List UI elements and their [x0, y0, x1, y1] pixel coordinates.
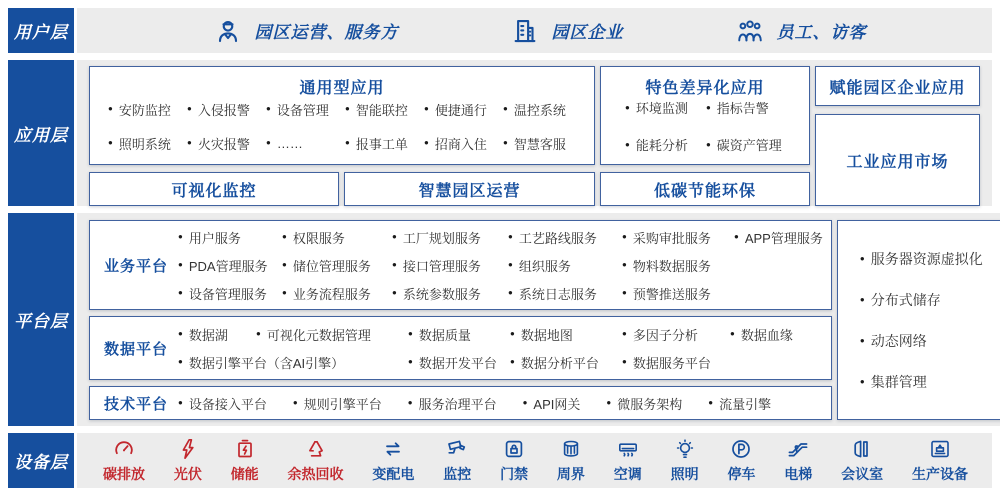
bullet-item: ● 集群管理 [860, 372, 1000, 392]
bullet-item: ● 温控系统 [503, 100, 582, 119]
device-label: 周界 [556, 466, 585, 482]
device-item [841, 437, 883, 484]
device-label: 生产设备 [911, 466, 968, 482]
user-group [510, 16, 624, 46]
tech-row-1 [178, 394, 823, 413]
business-row-2 [178, 256, 823, 275]
platform-layer-band [77, 213, 1000, 426]
tech-platform-box [89, 386, 832, 420]
bullet-item: ● 储位管理服务 [282, 256, 392, 275]
device-item [557, 437, 585, 484]
device-item [443, 437, 471, 484]
user-group [213, 16, 399, 46]
worker-icon [213, 16, 243, 46]
bullet-item: ● 环境监测 [625, 98, 706, 117]
cctv-icon [445, 437, 469, 461]
bullet-item: ● 指标告警 [706, 98, 801, 117]
device-label: 余热回收 [287, 466, 344, 482]
bullet-item: ● 流量引擎 [708, 394, 771, 413]
building-icon [510, 16, 540, 46]
bullet-item: ● 设备接入平台 [178, 394, 267, 413]
user-group-label: 园区运营、服务方 [254, 23, 399, 42]
bullet-item: ● 照明系统 [108, 134, 187, 153]
business-row-3 [178, 284, 823, 303]
device-layer-row [8, 433, 992, 488]
bullet-item: ● 组织服务 [508, 256, 622, 275]
people-icon [735, 16, 765, 46]
bullet-item: ● 预警推送服务 [622, 284, 734, 303]
data-row-2 [178, 353, 823, 372]
bullet-item: ● 数据服务平台 [622, 353, 823, 372]
special-apps-items [609, 98, 801, 154]
empower-enterprise-apps-box: 赋能园区企业应用 [815, 66, 980, 106]
bullet-item: ● 安防监控 [108, 100, 187, 119]
device-item [372, 437, 414, 484]
bullet-item: ● 工艺路线服务 [508, 228, 622, 247]
device-label: 照明 [670, 466, 699, 482]
tech-platform-title: 技术平台 [103, 395, 168, 413]
business-platform-title: 业务平台 [103, 257, 168, 275]
device-item [671, 437, 699, 484]
recycle-icon [304, 437, 328, 461]
platform-left-column [89, 220, 832, 420]
device-label: 碳排放 [103, 466, 145, 482]
device-label: 空调 [613, 466, 642, 482]
bullet-item: ● 数据质量 [408, 325, 510, 344]
bullet-item: ● 权限服务 [282, 228, 392, 247]
device-label: 停车 [727, 466, 756, 482]
user-group-label: 园区企业 [551, 23, 624, 42]
bullet-item: ● 数据开发平台 [408, 353, 510, 372]
app-right-column [815, 66, 980, 206]
data-platform-title: 数据平台 [103, 340, 168, 358]
low-carbon-banner: 低碳节能环保 [600, 172, 810, 206]
bullet-item: ● 招商入住 [424, 134, 503, 153]
ac-icon [616, 437, 640, 461]
device-label: 会议室 [841, 466, 884, 482]
device-label: 监控 [443, 466, 472, 482]
bullet-item: ● 数据地图 [510, 325, 622, 344]
data-row-1 [178, 325, 823, 344]
bullet-item: ● 入侵报警 [187, 100, 266, 119]
bullet-item: ● 服务器资源虚拟化 [860, 249, 1000, 269]
bullet-item: ● 采购审批服务 [622, 228, 734, 247]
bullet-item: ● 业务流程服务 [282, 284, 392, 303]
bullet-item: ● 数据引擎平台（含AI引擎） [178, 353, 408, 372]
bullet-item: ● 系统参数服务 [392, 284, 508, 303]
device-item [912, 437, 968, 484]
bullet-item: ● 碳资产管理 [706, 135, 801, 154]
special-apps-title: 特色差异化应用 [645, 80, 765, 97]
device-item [231, 437, 259, 484]
tech-platform-items [178, 394, 823, 413]
bullet-item: ● 数据血缘 [730, 325, 823, 344]
bullet-item: ● 可视化元数据管理 [256, 325, 408, 344]
platform-layer-row [8, 213, 992, 426]
bullet-item: ● PDA管理服务 [178, 256, 282, 275]
bullet-item: ● 动态网络 [860, 331, 1000, 351]
smart-park-ops-banner: 智慧园区运营 [344, 172, 595, 206]
bullet-item: ● 火灾报警 [187, 134, 266, 153]
bullet-item: ● 微服务架构 [606, 394, 682, 413]
general-apps-items [102, 98, 582, 154]
bullet-item: ● 工厂规划服务 [392, 228, 508, 247]
bullet-item: ● 接口管理服务 [392, 256, 508, 275]
bullet-item: ● 智能联控 [345, 100, 424, 119]
door-icon [850, 437, 874, 461]
parking-icon [729, 437, 753, 461]
bullet-item: ● API网关 [523, 394, 581, 413]
device-layer-label: 设备层 [8, 433, 74, 488]
bullet-item: ● 能耗分析 [625, 135, 706, 154]
bulb-icon [673, 437, 697, 461]
lock-icon [502, 437, 526, 461]
industrial-app-market-box: 工业应用市场 [815, 114, 980, 206]
user-group [735, 16, 867, 46]
app-layer-row [8, 60, 992, 206]
device-item [727, 437, 755, 484]
device-layer-band [77, 433, 992, 488]
special-apps-box [600, 66, 810, 165]
user-group-label: 员工、访客 [776, 23, 867, 42]
bullet-item: ● 多因子分析 [622, 325, 730, 344]
device-label: 变配电 [372, 466, 415, 482]
bullet-item: ● APP管理服务 [734, 228, 823, 247]
user-layer-row [8, 8, 992, 53]
bullet-item: ● 规则引擎平台 [293, 394, 382, 413]
device-item [500, 437, 528, 484]
user-layer-label: 用户层 [8, 8, 74, 53]
bullet-item: ● 设备管理服务 [178, 284, 282, 303]
device-label: 光伏 [173, 466, 202, 482]
bullet-item: ● 分布式储存 [860, 290, 1000, 310]
bullet-item: ● 设备管理 [266, 100, 345, 119]
drum-icon [559, 437, 583, 461]
device-label: 门禁 [500, 466, 529, 482]
visual-monitoring-banner: 可视化监控 [89, 172, 339, 206]
platform-layer-label: 平台层 [8, 213, 74, 426]
user-layer-band [77, 8, 992, 53]
escalator-icon [786, 437, 810, 461]
bullet-item: ● 数据分析平台 [510, 353, 622, 372]
app-layer-label: 应用层 [8, 60, 74, 206]
bullet-item: ● 报事工单 [345, 134, 424, 153]
bullet-item: ● 系统日志服务 [508, 284, 622, 303]
swap-arrows-icon [381, 437, 405, 461]
bullet-item: ● 数据湖 [178, 325, 256, 344]
app-layer-band [77, 60, 992, 206]
business-row-1 [178, 228, 823, 247]
device-item [174, 437, 202, 484]
machine-icon [928, 437, 952, 461]
device-item [784, 437, 812, 484]
business-platform-box [89, 220, 832, 310]
bolt-icon [176, 437, 200, 461]
device-label: 电梯 [784, 466, 813, 482]
gauge-icon [112, 437, 136, 461]
device-label: 储能 [230, 466, 259, 482]
bullet-item: ● 用户服务 [178, 228, 282, 247]
data-platform-box [89, 316, 832, 380]
general-apps-box [89, 66, 595, 165]
bullet-item: ● 便捷通行 [424, 100, 503, 119]
device-item [103, 437, 145, 484]
bullet-item: ● …… [266, 134, 345, 153]
infrastructure-box [837, 220, 1000, 420]
app-banners [89, 172, 595, 206]
device-item [614, 437, 642, 484]
data-platform-items [178, 325, 823, 372]
bullet-item: ● 服务治理平台 [408, 394, 497, 413]
general-apps-title: 通用型应用 [299, 80, 385, 97]
device-item [288, 437, 344, 484]
battery-icon [233, 437, 257, 461]
bullet-item: ● 智慧客服 [503, 134, 582, 153]
business-platform-items [178, 228, 823, 303]
bullet-item: ● 物料数据服务 [622, 256, 734, 275]
